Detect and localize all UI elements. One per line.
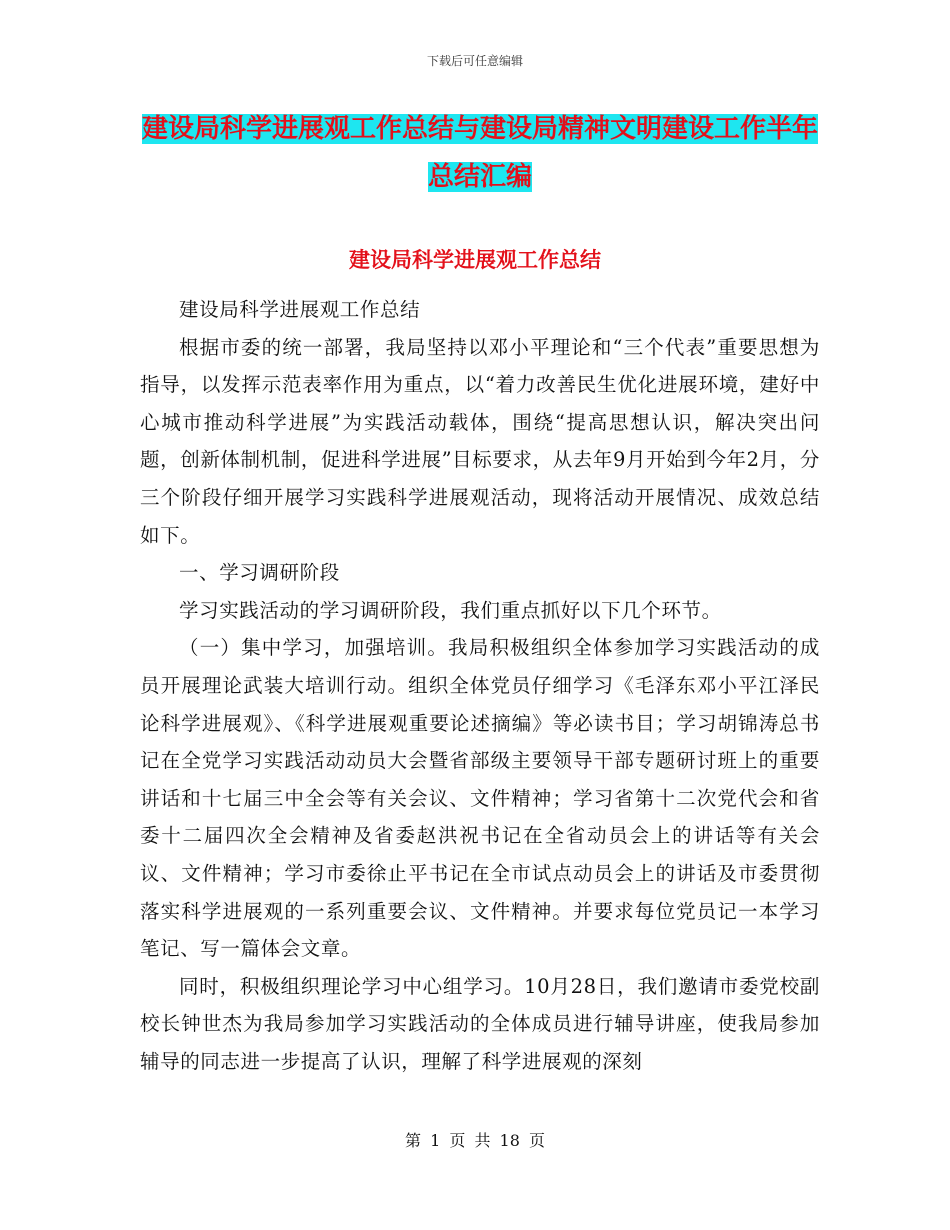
header-note: 下载后可任意编辑 <box>426 54 523 68</box>
document-title-text: 建设局科学进展观工作总结与建设局精神文明建设工作半年总结汇编 <box>141 114 818 192</box>
paragraph: 学习实践活动的学习调研阶段，我们重点抓好以下几个环节。 <box>179 598 722 622</box>
paragraph: 建设局科学进展观工作总结 <box>179 298 421 321</box>
paragraph: （一）集中学习，加强培训。我局积极组织全体参加学习实践活动的成员开展理论武装大培训行动。组织全体党员仔细学习《毛泽东邓小平江泽民论科学进展观》、《科学进展观重要论述摘编》等必读书目；学习胡锦涛总书记在全党学习实践活动动员大会暨省部级主要领导干部专题研讨班上的重要讲话和十七届三中全会等有关会议、文件精神；学习省第十二次党代会和省委十二届四次全会精神及省委赵洪祝书记在全省动员会上的讲话等有关会议、文件精神；学习市委徐止平书记在全市试点动员会上的讲话及市委贯彻落实科学进展观的一系列重要会议、文件精神。并要求每位党员记一本学习笔记、写一篇体会文章。 <box>140 636 820 961</box>
section-title: 建设局科学进展观工作总结 <box>349 248 601 272</box>
paragraph: 根据市委的统一部署，我局坚持以邓小平理论和“三个代表”重要思想为指导，以发挥示范表率作用为重点，以“着力改善民生优化进展环境，建好中心城市推动科学进展”为实践活动载体，围绕“提高思想认识，解决突出问题，创新体制机制，促进科学进展”目标要求，从去年9月开始到今年2月，分三个阶段仔细开展学习实践科学进展观活动，现将活动开展情况、成效总结如下。 <box>140 335 820 547</box>
page-number-footer: 第 1 页 共 18 页 <box>405 1131 545 1150</box>
paragraph: 同时，积极组织理论学习中心组学习。10月28日，我们邀请市委党校副校长钟世杰为我局参加学习实践活动的全体成员进行辅导讲座，使我局参加辅导的同志进一步提高了认识，理解了科学进展观的深刻 <box>140 974 820 1073</box>
document-body <box>140 291 820 1080</box>
paragraph: 一、学习调研阶段 <box>179 561 340 585</box>
document-title <box>140 105 820 201</box>
